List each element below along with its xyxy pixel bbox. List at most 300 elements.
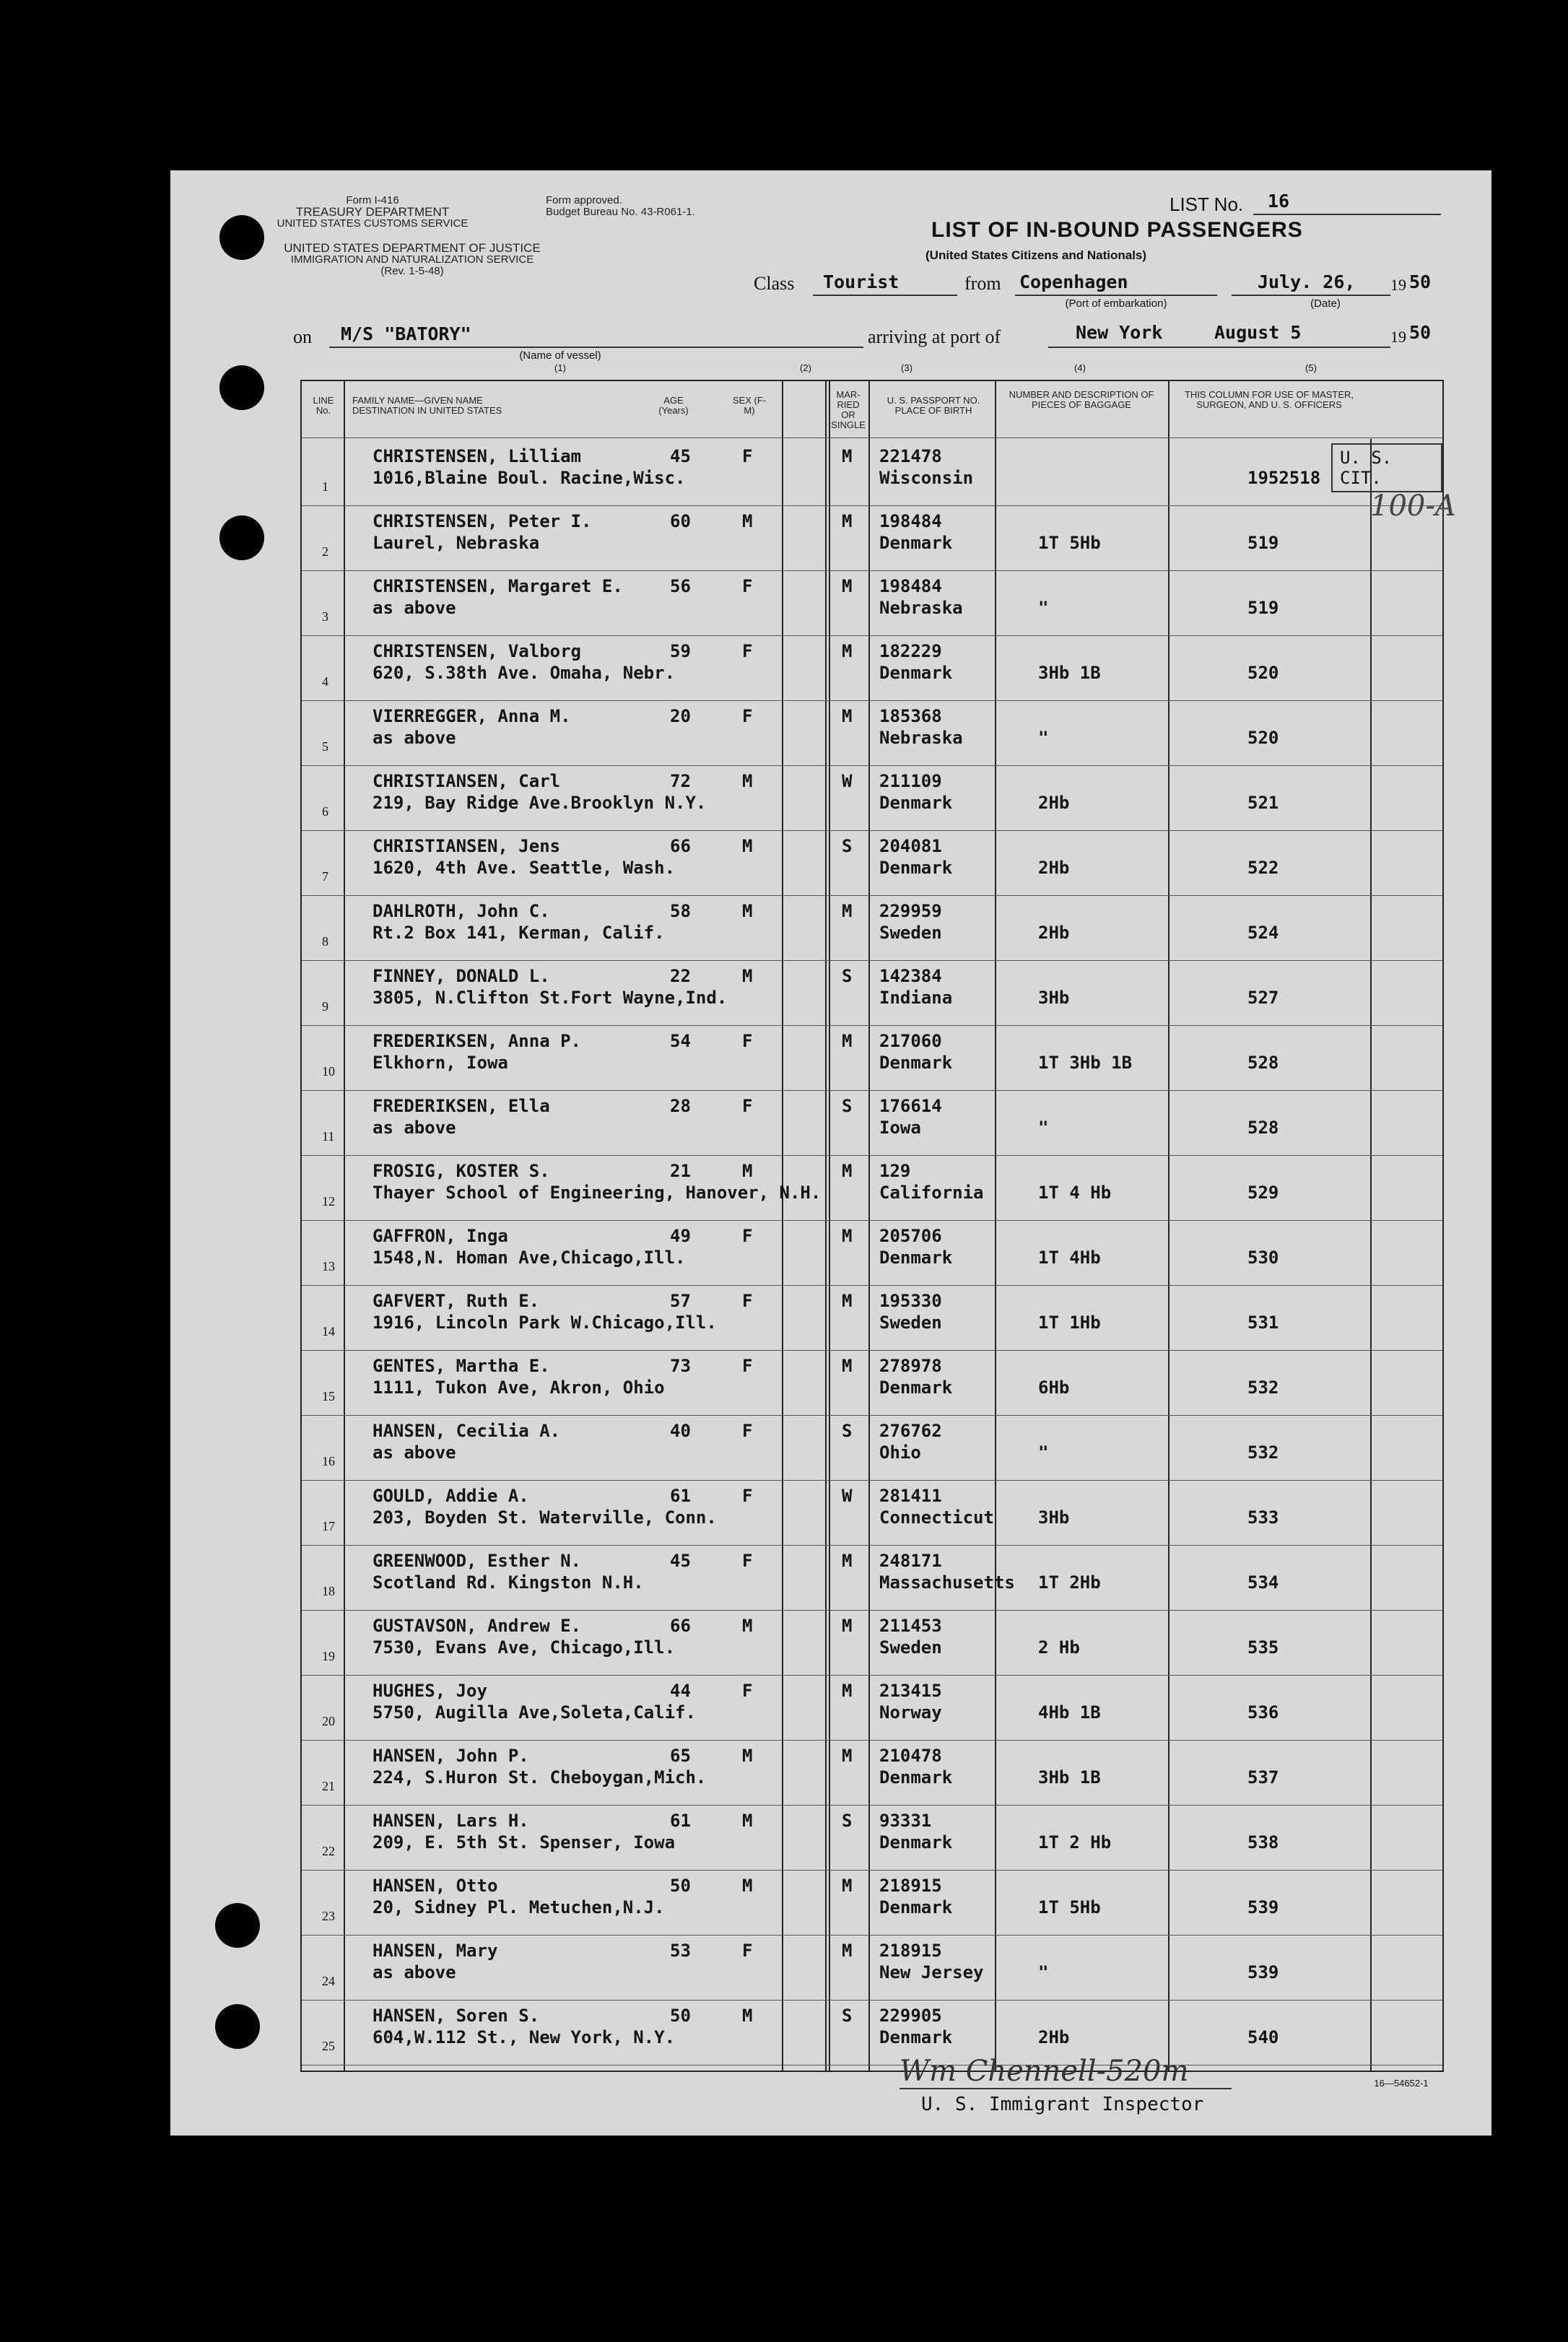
department-block: UNITED STATES DEPARTMENT OF JUSTICE IMMIGRATION AND NATURALIZATION SERVICE (Rev. 1-5-48) — [284, 241, 541, 277]
line-number: 21 — [322, 1779, 335, 1793]
officer-number: 522 — [1247, 858, 1279, 878]
officer-number: 537 — [1247, 1767, 1279, 1788]
baggage: 1T 3Hb 1B — [1038, 1053, 1133, 1073]
baggage: 3Hb — [1038, 988, 1070, 1008]
table-row — [302, 507, 1442, 572]
passenger-address: as above — [373, 1118, 456, 1138]
officer-number: 531 — [1247, 1313, 1279, 1333]
passenger-age: 22 — [670, 966, 691, 986]
passport-number: 248171 — [879, 1551, 942, 1571]
table-row — [302, 1222, 1442, 1287]
place-of-birth: Denmark — [879, 1897, 953, 1917]
baggage: " — [1038, 1118, 1049, 1138]
departure-date: July. 26, — [1258, 271, 1356, 292]
officer-number: 519 — [1247, 533, 1279, 553]
marital-status: S — [842, 836, 853, 856]
passenger-address: 209, E. 5th St. Spenser, Iowa — [373, 1832, 676, 1853]
passenger-name: HANSEN, Lars H. — [373, 1811, 529, 1831]
line-number: 17 — [322, 1519, 335, 1533]
class-value: Tourist — [823, 271, 900, 292]
table-row — [302, 637, 1442, 702]
arrival-port: New York — [1076, 322, 1163, 343]
passenger-address: 20, Sidney Pl. Metuchen,N.J. — [373, 1897, 665, 1917]
baggage: 1T 2 Hb — [1038, 1832, 1112, 1853]
passenger-name: FINNEY, DONALD L. — [373, 966, 550, 986]
col-number-1: (1) — [554, 362, 566, 373]
passenger-address: as above — [373, 598, 456, 618]
place-of-birth: Ohio — [879, 1442, 921, 1463]
passenger-name: HANSEN, Soren S. — [373, 2006, 540, 2026]
baggage: " — [1038, 728, 1049, 748]
place-of-birth: Denmark — [879, 1377, 953, 1398]
passenger-address: 1620, 4th Ave. Seattle, Wash. — [373, 858, 676, 878]
table-row — [302, 1546, 1442, 1611]
passenger-address: as above — [373, 728, 456, 748]
row-rule — [302, 1870, 1442, 1871]
passport-number: 229959 — [879, 901, 942, 921]
passenger-sex: F — [742, 1226, 753, 1246]
passenger-sex: F — [742, 706, 753, 726]
col-number-4: (4) — [1074, 362, 1086, 373]
place-of-birth: Sweden — [879, 1637, 942, 1658]
table-row — [302, 897, 1442, 962]
passport-number: 182229 — [879, 641, 942, 661]
vessel-underline — [329, 347, 863, 348]
line-number: 14 — [322, 1324, 335, 1338]
line-number: 3 — [322, 609, 328, 624]
passenger-address: 219, Bay Ridge Ave.Brooklyn N.Y. — [373, 793, 707, 813]
officer-number: 524 — [1247, 923, 1279, 943]
table-row — [302, 1157, 1442, 1222]
row-rule — [302, 1220, 1442, 1221]
row-rule — [302, 895, 1442, 896]
table-row — [302, 2001, 1442, 2066]
col-number-5: (5) — [1305, 362, 1317, 373]
place-of-birth: Norway — [879, 1702, 942, 1723]
passenger-address: 1016,Blaine Boul. Racine,Wisc. — [373, 468, 686, 488]
place-of-birth: New Jersey — [879, 1962, 984, 1982]
page-title: LIST OF IN-BOUND PASSENGERS — [931, 218, 1303, 242]
passport-number: 211453 — [879, 1616, 942, 1636]
line-number: 10 — [322, 1064, 335, 1079]
passenger-age: 65 — [670, 1746, 691, 1766]
passenger-age: 44 — [670, 1681, 691, 1701]
form-code: 16—54652-1 — [1374, 2078, 1429, 2089]
officer-number: 529 — [1247, 1183, 1279, 1203]
passenger-address: 1548,N. Homan Ave,Chicago,Ill. — [373, 1248, 686, 1268]
row-rule — [302, 1740, 1442, 1741]
col-number-2: (2) — [800, 362, 811, 373]
passenger-address: 620, S.38th Ave. Omaha, Nebr. — [373, 663, 676, 683]
passenger-name: CHRISTENSEN, Lilliam — [373, 446, 581, 466]
baggage: 4Hb 1B — [1038, 1702, 1101, 1723]
col-header-officers: THIS COLUMN FOR USE OF MASTER, SURGEON, AND U. S. OFFICERS — [1184, 389, 1354, 410]
officer-number: 528 — [1247, 1118, 1279, 1138]
passenger-age: 21 — [670, 1161, 691, 1181]
arriving-label: arriving at port of — [868, 326, 1001, 347]
passport-number: 221478 — [879, 446, 942, 466]
marital-status: W — [842, 771, 853, 791]
passenger-sex: M — [742, 511, 753, 531]
passenger-name: HANSEN, Cecilia A. — [373, 1421, 561, 1441]
table-row — [302, 1092, 1442, 1157]
row-rule — [302, 1935, 1442, 1936]
col-header-line-no: LINE No. — [313, 395, 334, 416]
passenger-sex: F — [742, 576, 753, 596]
page-subtitle: (United States Citizens and Nationals) — [925, 248, 1147, 262]
passenger-sex: M — [742, 771, 753, 791]
passenger-sex: F — [742, 1096, 753, 1116]
place-of-birth: Indiana — [879, 988, 953, 1008]
passport-number: 229905 — [879, 2006, 942, 2026]
form-number-block: Form I-416 TREASURY DEPARTMENT UNITED STATES CUSTOMS SERVICE — [276, 194, 469, 230]
row-rule — [302, 700, 1442, 701]
officer-number: 536 — [1247, 1702, 1279, 1723]
table-row — [302, 1871, 1442, 1936]
margin-note: 100-A — [1370, 489, 1456, 523]
line-number: 4 — [322, 674, 328, 689]
form-approval: Form approved. Budget Bureau No. 43-R061-1. — [546, 194, 695, 218]
passenger-name: GOULD, Addie A. — [373, 1486, 529, 1506]
place-of-birth: Denmark — [879, 663, 953, 683]
line-number: 20 — [322, 1714, 335, 1728]
passenger-sex: M — [742, 2006, 753, 2026]
passport-number: 93331 — [879, 1811, 932, 1831]
marital-status: M — [842, 1746, 853, 1766]
class-underline — [813, 295, 957, 296]
baggage: " — [1038, 1962, 1049, 1982]
line-number: 15 — [322, 1389, 335, 1403]
passenger-sex: M — [742, 1876, 753, 1896]
line-number: 9 — [322, 999, 328, 1014]
passenger-age: 61 — [670, 1811, 691, 1831]
place-of-birth: Sweden — [879, 1313, 942, 1333]
place-of-birth: Connecticut — [879, 1507, 994, 1528]
passenger-sex: M — [742, 1161, 753, 1181]
line-number: 7 — [322, 869, 328, 884]
passenger-age: 53 — [670, 1941, 691, 1961]
passenger-name: GUSTAVSON, Andrew E. — [373, 1616, 581, 1636]
passenger-name: HANSEN, Otto — [373, 1876, 498, 1896]
row-rule — [302, 1480, 1442, 1481]
place-of-birth: California — [879, 1183, 984, 1203]
passport-number: 204081 — [879, 836, 942, 856]
place-of-birth: Wisconsin — [879, 468, 974, 488]
marital-status: M — [842, 706, 853, 726]
baggage: " — [1038, 598, 1049, 618]
manifest-sheet — [170, 170, 1491, 2136]
passport-number: 213415 — [879, 1681, 942, 1701]
officer-number: 520 — [1247, 663, 1279, 683]
passenger-sex: F — [742, 1486, 753, 1506]
place-of-birth: Denmark — [879, 1767, 953, 1788]
passenger-address: Elkhorn, Iowa — [373, 1053, 508, 1073]
place-of-birth: Nebraska — [879, 598, 963, 618]
passenger-address: 604,W.112 St., New York, N.Y. — [373, 2027, 676, 2047]
passport-number: 195330 — [879, 1291, 942, 1311]
list-number-label: LIST No. — [1170, 193, 1244, 215]
passport-number: 198484 — [879, 511, 942, 531]
passenger-name: GAFVERT, Ruth E. — [373, 1291, 540, 1311]
line-number: 12 — [322, 1194, 335, 1209]
passport-number: 198484 — [879, 576, 942, 596]
officer-number: 527 — [1247, 988, 1279, 1008]
passenger-age: 66 — [670, 836, 691, 856]
passenger-address: 203, Boyden St. Waterville, Conn. — [373, 1507, 717, 1528]
officer-number: 540 — [1247, 2027, 1279, 2047]
passenger-name: CHRISTENSEN, Peter I. — [373, 511, 592, 531]
passenger-sex: M — [742, 1746, 753, 1766]
passenger-sex: M — [742, 1811, 753, 1831]
table-row — [302, 702, 1442, 767]
passenger-name: GREENWOOD, Esther N. — [373, 1551, 581, 1571]
vessel-name: M/S "BATORY" — [341, 323, 471, 344]
passenger-address: Thayer School of Engineering, Hanover, N.H. — [373, 1183, 822, 1203]
col-header-passport: U. S. PASSPORT NO. PLACE OF BIRTH — [887, 395, 980, 416]
place-of-birth: Sweden — [879, 923, 942, 943]
marital-status: M — [842, 1291, 853, 1311]
row-rule — [302, 765, 1442, 766]
passenger-address: Scotland Rd. Kingston N.H. — [373, 1572, 644, 1593]
passport-number: 276762 — [879, 1421, 942, 1441]
arrival-date: August 5 — [1214, 322, 1302, 343]
line-number: 6 — [322, 804, 328, 819]
row-rule — [302, 1090, 1442, 1091]
citizenship-stamp: U. S. CIT. — [1331, 443, 1442, 492]
table-row — [302, 1741, 1442, 1806]
passport-number: 205706 — [879, 1226, 942, 1246]
marital-status: M — [842, 511, 853, 531]
line-number: 18 — [322, 1584, 335, 1598]
marital-status: M — [842, 446, 853, 466]
passenger-name: GENTES, Martha E. — [373, 1356, 550, 1376]
passenger-name: CHRISTENSEN, Valborg — [373, 641, 581, 661]
baggage: 1T 5Hb — [1038, 533, 1101, 553]
binder-hole — [215, 1903, 260, 1948]
from-underline — [1015, 295, 1217, 296]
marital-status: M — [842, 641, 853, 661]
passport-number: 142384 — [879, 966, 942, 986]
date-underline — [1232, 295, 1390, 296]
officer-number: 535 — [1247, 1637, 1279, 1658]
table-row — [302, 1806, 1442, 1871]
place-of-birth: Denmark — [879, 2027, 953, 2047]
row-rule — [302, 1415, 1442, 1416]
passport-number: 281411 — [879, 1486, 942, 1506]
passenger-address: 3805, N.Clifton St.Fort Wayne,Ind. — [373, 988, 728, 1008]
officer-number: 1952518 — [1247, 468, 1321, 488]
officer-number: 520 — [1247, 728, 1279, 748]
passenger-age: 56 — [670, 576, 691, 596]
inspector-label: U. S. Immigrant Inspector — [921, 2094, 1204, 2115]
row-rule — [302, 1675, 1442, 1676]
col-header-sex: SEX (F-M) — [732, 395, 767, 416]
from-value: Copenhagen — [1019, 271, 1128, 292]
place-of-birth: Denmark — [879, 793, 953, 813]
passenger-age: 73 — [670, 1356, 691, 1376]
passenger-sex: F — [742, 1356, 753, 1376]
col-header-name: FAMILY NAME—GIVEN NAME DESTINATION IN UNITED STATES — [352, 395, 502, 416]
row-rule — [302, 1545, 1442, 1546]
marital-status: M — [842, 1941, 853, 1961]
passenger-age: 40 — [670, 1421, 691, 1441]
marital-status: M — [842, 901, 853, 921]
officer-number: 530 — [1247, 1248, 1279, 1268]
row-rule — [302, 1155, 1442, 1156]
table-row — [302, 1027, 1442, 1092]
baggage: 1T 2Hb — [1038, 1572, 1101, 1593]
signature-underline — [900, 2088, 1232, 2089]
line-number: 23 — [322, 1909, 335, 1923]
table-row — [302, 1611, 1442, 1676]
passenger-address: 5750, Augilla Ave,Soleta,Calif. — [373, 1702, 696, 1723]
col-header-baggage: NUMBER AND DESCRIPTION OF PIECES OF BAGGAGE — [1009, 389, 1154, 410]
passenger-age: 58 — [670, 901, 691, 921]
passenger-age: 28 — [670, 1096, 691, 1116]
passport-number: 129 — [879, 1161, 911, 1181]
passport-number: 218915 — [879, 1876, 942, 1896]
passenger-address: Rt.2 Box 141, Kerman, Calif. — [373, 923, 665, 943]
passport-number: 278978 — [879, 1356, 942, 1376]
passenger-name: HANSEN, Mary — [373, 1941, 498, 1961]
passenger-sex: F — [742, 1681, 753, 1701]
baggage: 2Hb — [1038, 793, 1070, 813]
from-label: from — [964, 273, 1001, 294]
line-number: 11 — [322, 1129, 335, 1144]
table-row — [302, 1416, 1442, 1481]
col-header-married: MAR-RIED OR SINGLE — [831, 389, 866, 430]
passenger-address: as above — [373, 1442, 456, 1463]
passenger-age: 57 — [670, 1291, 691, 1311]
passenger-address: 7530, Evans Ave, Chicago,Ill. — [373, 1637, 676, 1658]
marital-status: S — [842, 1096, 853, 1116]
passenger-name: CHRISTIANSEN, Carl — [373, 771, 561, 791]
officer-number: 539 — [1247, 1962, 1279, 1982]
baggage: 3Hb 1B — [1038, 663, 1101, 683]
arrival-year-prefix: 19 — [1390, 328, 1406, 346]
binder-hole — [215, 2004, 260, 2049]
line-number: 8 — [322, 934, 328, 949]
passenger-table — [300, 380, 1456, 2072]
officer-number: 538 — [1247, 1832, 1279, 1853]
officer-number: 532 — [1247, 1442, 1279, 1463]
passport-number: 185368 — [879, 706, 942, 726]
marital-status: M — [842, 1161, 853, 1181]
line-number: 24 — [322, 1974, 335, 1988]
passenger-name: CHRISTIANSEN, Jens — [373, 836, 561, 856]
baggage: 1T 1Hb — [1038, 1313, 1101, 1333]
passenger-name: CHRISTENSEN, Margaret E. — [373, 576, 623, 596]
place-of-birth: Denmark — [879, 1832, 953, 1853]
passenger-address: 1916, Lincoln Park W.Chicago,Ill. — [373, 1313, 717, 1333]
passenger-age: 49 — [670, 1226, 691, 1246]
vessel-caption: (Name of vessel) — [519, 349, 601, 362]
baggage: 2Hb — [1038, 923, 1070, 943]
passenger-address: Laurel, Nebraska — [373, 533, 540, 553]
passenger-sex: F — [742, 641, 753, 661]
arrival-year: 50 — [1409, 322, 1432, 343]
class-label: Class — [754, 273, 795, 294]
marital-status: S — [842, 2006, 853, 2026]
table-row — [302, 1287, 1442, 1351]
passenger-sex: M — [742, 1616, 753, 1636]
passenger-name: GAFFRON, Inga — [373, 1226, 508, 1246]
table-row — [302, 442, 1442, 507]
passenger-age: 20 — [670, 706, 691, 726]
passport-number: 176614 — [879, 1096, 942, 1116]
passenger-name: DAHLROTH, John C. — [373, 901, 550, 921]
row-rule — [302, 1350, 1442, 1351]
marital-status: M — [842, 1876, 853, 1896]
passenger-age: 59 — [670, 641, 691, 661]
marital-status: M — [842, 1226, 853, 1246]
passenger-age: 61 — [670, 1486, 691, 1506]
row-rule — [302, 635, 1442, 636]
col-number-3: (3) — [901, 362, 913, 373]
passport-number: 218915 — [879, 1941, 942, 1961]
baggage: 6Hb — [1038, 1377, 1070, 1398]
officer-number: 521 — [1247, 793, 1279, 813]
passenger-age: 60 — [670, 511, 691, 531]
table-row — [302, 832, 1442, 897]
table-row — [302, 1676, 1442, 1741]
passenger-sex: M — [742, 966, 753, 986]
passenger-sex: F — [742, 1421, 753, 1441]
marital-status: S — [842, 1421, 853, 1441]
passenger-address: 1111, Tukon Ave, Akron, Ohio — [373, 1377, 665, 1398]
officer-number: 528 — [1247, 1053, 1279, 1073]
year-prefix: 19 — [1390, 276, 1406, 294]
place-of-birth: Denmark — [879, 858, 953, 878]
passenger-sex: M — [742, 901, 753, 921]
place-of-birth: Denmark — [879, 533, 953, 553]
marital-status: W — [842, 1486, 853, 1506]
passport-number: 217060 — [879, 1031, 942, 1051]
line-number: 19 — [322, 1649, 335, 1663]
row-rule — [302, 505, 1442, 506]
line-number: 1 — [322, 479, 328, 494]
marital-status: S — [842, 1811, 853, 1831]
list-number-underline — [1253, 214, 1441, 215]
marital-status: M — [842, 1616, 853, 1636]
passenger-age: 50 — [670, 1876, 691, 1896]
passenger-name: HUGHES, Joy — [373, 1681, 487, 1701]
passenger-name: VIERREGGER, Anna M. — [373, 706, 571, 726]
passenger-age: 72 — [670, 771, 691, 791]
passenger-sex: F — [742, 1031, 753, 1051]
col-header-age: AGE (Years) — [658, 395, 689, 416]
line-number: 16 — [322, 1454, 335, 1468]
passenger-name: HANSEN, John P. — [373, 1746, 529, 1766]
passenger-address: 224, S.Huron St. Cheboygan,Mich. — [373, 1767, 707, 1788]
arrival-underline — [1048, 347, 1390, 348]
officer-number: 534 — [1247, 1572, 1279, 1593]
passenger-age: 66 — [670, 1616, 691, 1636]
passenger-sex: F — [742, 1941, 753, 1961]
marital-status: M — [842, 1551, 853, 1571]
passenger-address: as above — [373, 1962, 456, 1982]
row-rule — [302, 1805, 1442, 1806]
line-number: 5 — [322, 739, 328, 754]
passport-number: 210478 — [879, 1746, 942, 1766]
passenger-age: 54 — [670, 1031, 691, 1051]
passenger-sex: F — [742, 446, 753, 466]
baggage: 1T 4Hb — [1038, 1248, 1101, 1268]
row-rule — [302, 1285, 1442, 1286]
row-rule — [302, 830, 1442, 831]
passenger-age: 50 — [670, 2006, 691, 2026]
line-number: 22 — [322, 1844, 335, 1858]
